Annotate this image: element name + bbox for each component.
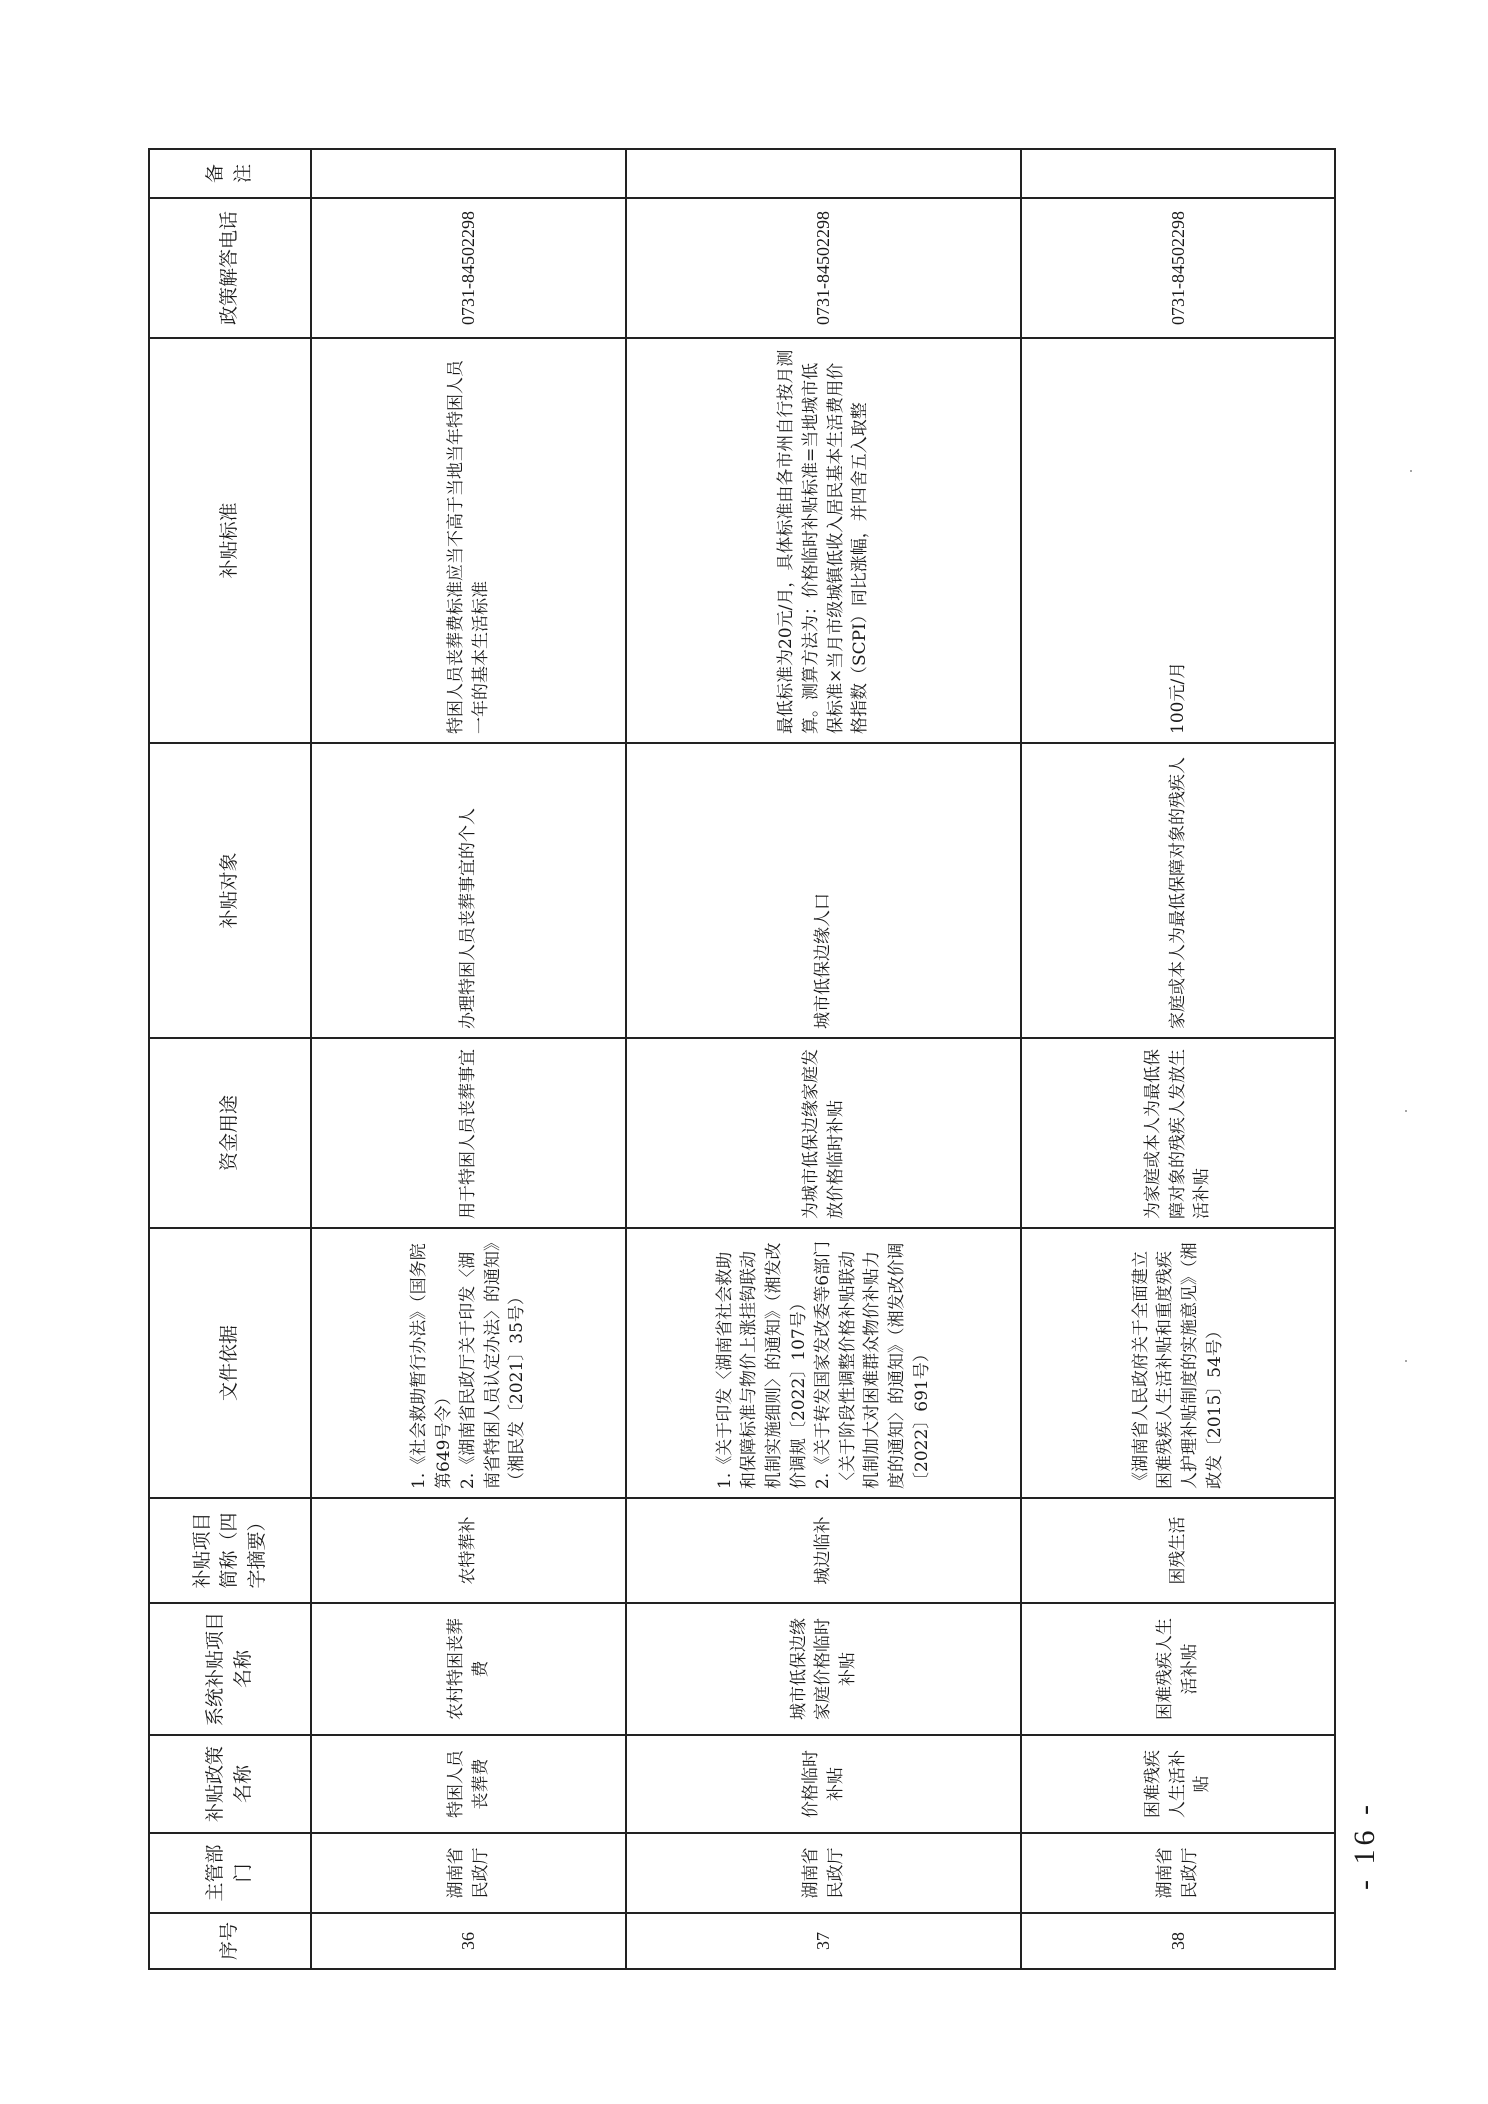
cell-remark	[1021, 149, 1335, 198]
cell-short-name: 农特葬补	[311, 1498, 626, 1603]
cell-fund-use: 用于特困人员丧葬事宜	[311, 1038, 626, 1228]
scan-speck	[1405, 1110, 1407, 1112]
header-fund-use: 资金用途	[149, 1038, 311, 1228]
cell-dept: 湖南省民政厅	[1021, 1833, 1335, 1913]
cell-dept: 湖南省民政厅	[311, 1833, 626, 1913]
table-header-row	[149, 149, 311, 1969]
cell-short-name: 城边临补	[626, 1498, 1021, 1603]
cell-basis: 1.《社会救助暂行办法》（国务院第649号令） 2.《湖南省民政厅关于印发〈湖南省特困人员认定办法〉的通知》（湘民发〔2021〕35号）	[311, 1228, 626, 1498]
cell-remark	[311, 149, 626, 198]
cell-policy-name: 特困人员丧葬费	[311, 1735, 626, 1833]
header-remark: 备注	[149, 149, 311, 198]
cell-standard: 100元/月	[1021, 338, 1335, 743]
cell-system-item: 困难残疾人生活补贴	[1021, 1603, 1335, 1735]
cell-standard: 最低标准为20元/月，具体标准由各市州自行按月测算。测算方法为：价格临时补贴标准=当地城市低保标准×当月市级城镇低收入居民基本生活费用价格指数（SCPI）同比涨幅，并四舍五入取整	[626, 338, 1021, 743]
header-standard: 补贴标准	[149, 338, 311, 743]
table-row	[1021, 149, 1335, 1969]
header-basis: 文件依据	[149, 1228, 311, 1498]
cell-seq: 38	[1021, 1913, 1335, 1969]
header-dept: 主管部门	[149, 1833, 311, 1913]
page-number: - 16 -	[1348, 1801, 1381, 1890]
cell-dept: 湖南省民政厅	[626, 1833, 1021, 1913]
cell-remark	[626, 149, 1021, 198]
header-phone: 政策解答电话	[149, 198, 311, 338]
cell-target: 家庭或本人为最低保障对象的残疾人	[1021, 743, 1335, 1038]
cell-target: 办理特困人员丧葬事宜的个人	[311, 743, 626, 1038]
cell-seq: 37	[626, 1913, 1021, 1969]
cell-phone: 0731-84502298	[626, 198, 1021, 338]
cell-standard: 特困人员丧葬费标准应当不高于当地当年特困人员一年的基本生活标准	[311, 338, 626, 743]
cell-policy-name: 价格临时补贴	[626, 1735, 1021, 1833]
cell-phone: 0731-84502298	[1021, 198, 1335, 338]
header-seq: 序号	[149, 1913, 311, 1969]
cell-phone: 0731-84502298	[311, 198, 626, 338]
header-system-item: 系统补贴项目名称	[149, 1603, 311, 1735]
cell-policy-name: 困难残疾人生活补贴	[1021, 1735, 1335, 1833]
scan-speck	[1405, 1360, 1407, 1362]
header-target: 补贴对象	[149, 743, 311, 1038]
header-short-name: 补贴项目简称（四字摘要）	[149, 1498, 311, 1603]
cell-basis: 《湖南省人民政府关于全面建立困难残疾人生活补贴和重度残疾人护理补贴制度的实施意见》（湘政发〔2015〕54号）	[1021, 1228, 1335, 1498]
cell-short-name: 困残生活	[1021, 1498, 1335, 1603]
cell-seq: 36	[311, 1913, 626, 1969]
subsidy-table	[148, 148, 1336, 1970]
cell-system-item: 城市低保边缘家庭价格临时补贴	[626, 1603, 1021, 1735]
cell-target: 城市低保边缘人口	[626, 743, 1021, 1038]
cell-basis: 1.《关于印发〈湖南省社会救助和保障标准与物价上涨挂钩联动机制实施细则〉的通知》（湘发改价调规〔2022〕107号） 2.《关于转发国家发改委等6部门〈关于阶段性调整价格补贴联动机制加大对困难群众物价补贴力度的通知〉的通知》（湘发改价调〔2022〕691号）	[626, 1228, 1021, 1498]
header-policy-name: 补贴政策名称	[149, 1735, 311, 1833]
table-row	[311, 149, 626, 1969]
cell-fund-use: 为家庭或本人为最低保障对象的残疾人发放生活补贴	[1021, 1038, 1335, 1228]
cell-system-item: 农村特困丧葬费	[311, 1603, 626, 1735]
subsidy-table-rotated	[148, 150, 1320, 1970]
scan-speck	[1410, 470, 1412, 472]
table-row	[626, 149, 1021, 1969]
cell-fund-use: 为城市低保边缘家庭发放价格临时补贴	[626, 1038, 1021, 1228]
